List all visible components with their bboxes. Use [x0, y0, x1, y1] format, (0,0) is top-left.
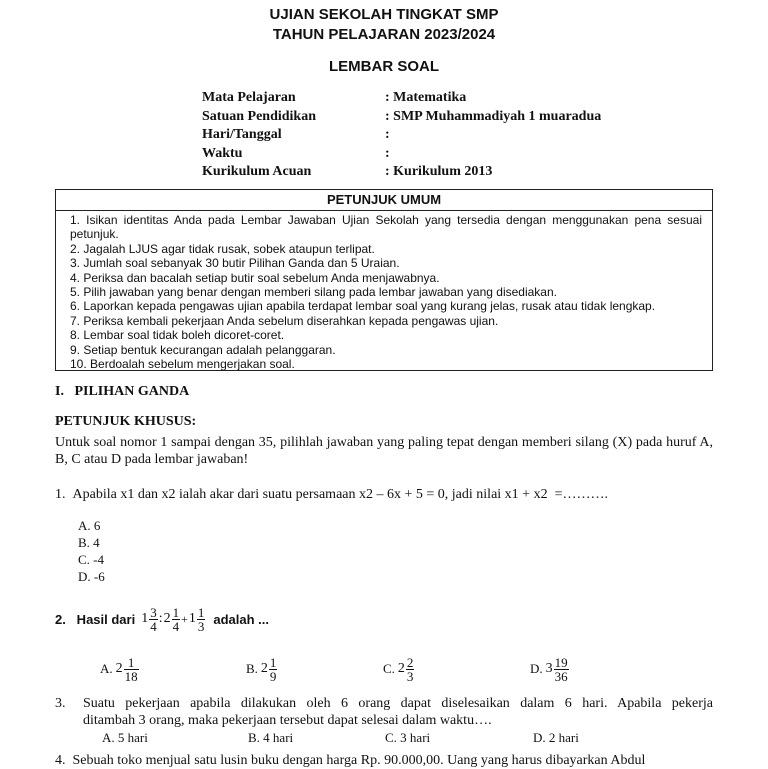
- q2-option-d: D. 3 $\frac{19}{36}$: [530, 654, 568, 684]
- special-instructions-text: Untuk soal nomor 1 sampai dengan 35, pilihlah jawaban yang paling tepat dengan memberi silang (X) pada huruf A, B, C atau D pada lembar jawaban!: [55, 435, 713, 467]
- general-instructions-box: [55, 189, 713, 371]
- q2-operator-plus: +: [181, 611, 188, 626]
- q2-term-c: 1 $\frac{1}{3}$: [188, 604, 205, 634]
- exam-title: UJIAN SEKOLAH TINGKAT SMP: [269, 6, 499, 23]
- q1-option-a: A. 6: [78, 518, 101, 533]
- info-label-time: Waktu: [202, 146, 243, 161]
- question-2: [55, 602, 269, 636]
- q1-option-c: C. -4: [78, 552, 104, 567]
- question-2-suffix: adalah ...: [213, 611, 270, 627]
- question-3-line2: ditambah 3 orang, maka pekerjaan tersebut dapat selesai dalam waktu….: [83, 713, 492, 728]
- rule-item: 3. Jumlah soal sebanyak 30 butir Pilihan Ganda dan 5 Uraian.: [70, 256, 400, 271]
- general-instructions-list: [56, 211, 712, 371]
- info-label-subject: Mata Pelajaran: [202, 90, 296, 105]
- info-value-subject: : Matematika: [385, 90, 467, 105]
- info-value-school: : SMP Muhammadiyah 1 muaradua: [385, 109, 602, 124]
- q3-option-d: D. 2 hari: [533, 730, 579, 745]
- general-instructions-title: PETUNJUK UMUM: [56, 190, 712, 211]
- rule-item: 7. Periksa kembali pekerjaan Anda sebelum diserahkan kepada pengawas ujian.: [70, 313, 499, 328]
- info-label-curriculum: Kurikulum Acuan: [202, 164, 312, 179]
- question-4-text: 4. Sebuah toko menjual satu lusin buku dengan harga Rp. 90.000,00. Uang yang harus dibayarkan Abdul: [55, 753, 646, 768]
- question-2-prefix: 2. Hasil dari: [55, 611, 136, 627]
- info-value-time: :: [385, 146, 390, 161]
- section-title: I. PILIHAN GANDA: [55, 384, 190, 399]
- rule-item: 8. Lembar soal tidak boleh dicoret-coret.: [70, 328, 285, 343]
- question-3-line1: Suatu pekerjaan apabila dilakukan oleh 6 orang dapat diselesaikan dalam 6 hari. Apabila pekerja: [83, 696, 713, 711]
- q2-option-a: A. 2 $\frac{1}{18}$: [100, 654, 138, 684]
- rule-item: 1. Isikan identitas Anda pada Lembar Jawaban Ujian Sekolah yang tersedia dengan menggunakan pena sesuai petunjuk.: [70, 213, 702, 242]
- q1-option-d: D. -6: [78, 569, 105, 584]
- info-value-curriculum: : Kurikulum 2013: [385, 164, 493, 179]
- sheet-title: LEMBAR SOAL: [329, 58, 439, 75]
- q3-option-b: B. 4 hari: [248, 730, 294, 745]
- q3-option-a: A. 5 hari: [102, 730, 148, 745]
- rule-item: 2. Jagalah LJUS agar tidak rusak, sobek ataupun terlipat.: [70, 241, 375, 256]
- q2-option-b: B. 2 $\frac{1}{9}$: [246, 654, 277, 684]
- rule-item: 5. Pilih jawaban yang benar dengan memberi silang pada lembar jawaban yang disediakan.: [70, 285, 557, 300]
- rule-item: 10. Berdoalah sebelum mengerjakan soal.: [70, 357, 295, 372]
- info-value-date: :: [385, 127, 390, 142]
- question-1-text: 1. Apabila x1 dan x2 ialah akar dari suatu persamaan x2 – 6x + 5 = 0, jadi nilai x1 + x2 =……….: [55, 487, 608, 502]
- q1-option-b: B. 4: [78, 535, 100, 550]
- special-instructions-title: PETUNJUK KHUSUS:: [55, 414, 197, 429]
- rule-item: 4. Periksa dan bacalah setiap butir soal sebelum Anda menjawabnya.: [70, 270, 440, 285]
- q2-term-b: 2 $\frac{1}{4}$: [163, 604, 180, 634]
- info-label-school: Satuan Pendidikan: [202, 109, 316, 124]
- academic-year: TAHUN PELAJARAN 2023/2024: [272, 26, 496, 43]
- question-3-number: 3.: [55, 696, 66, 711]
- q3-option-c: C. 3 hari: [385, 730, 431, 745]
- q2-term-a: 1 $\frac{3}{4}$: [141, 604, 157, 634]
- rule-item: 6. Laporkan kepada pengawas ujian apabila terdapat lembar soal yang kurang jelas, rusak atau tidak lengkap.: [70, 299, 656, 314]
- q2-option-c: C. 2 $\frac{2}{3}$: [383, 654, 414, 684]
- info-label-date: Hari/Tanggal: [202, 127, 282, 142]
- rule-item: 9. Setiap bentuk kecurangan adalah pelanggaran.: [70, 342, 336, 357]
- q2-operator-divide: :: [158, 611, 163, 626]
